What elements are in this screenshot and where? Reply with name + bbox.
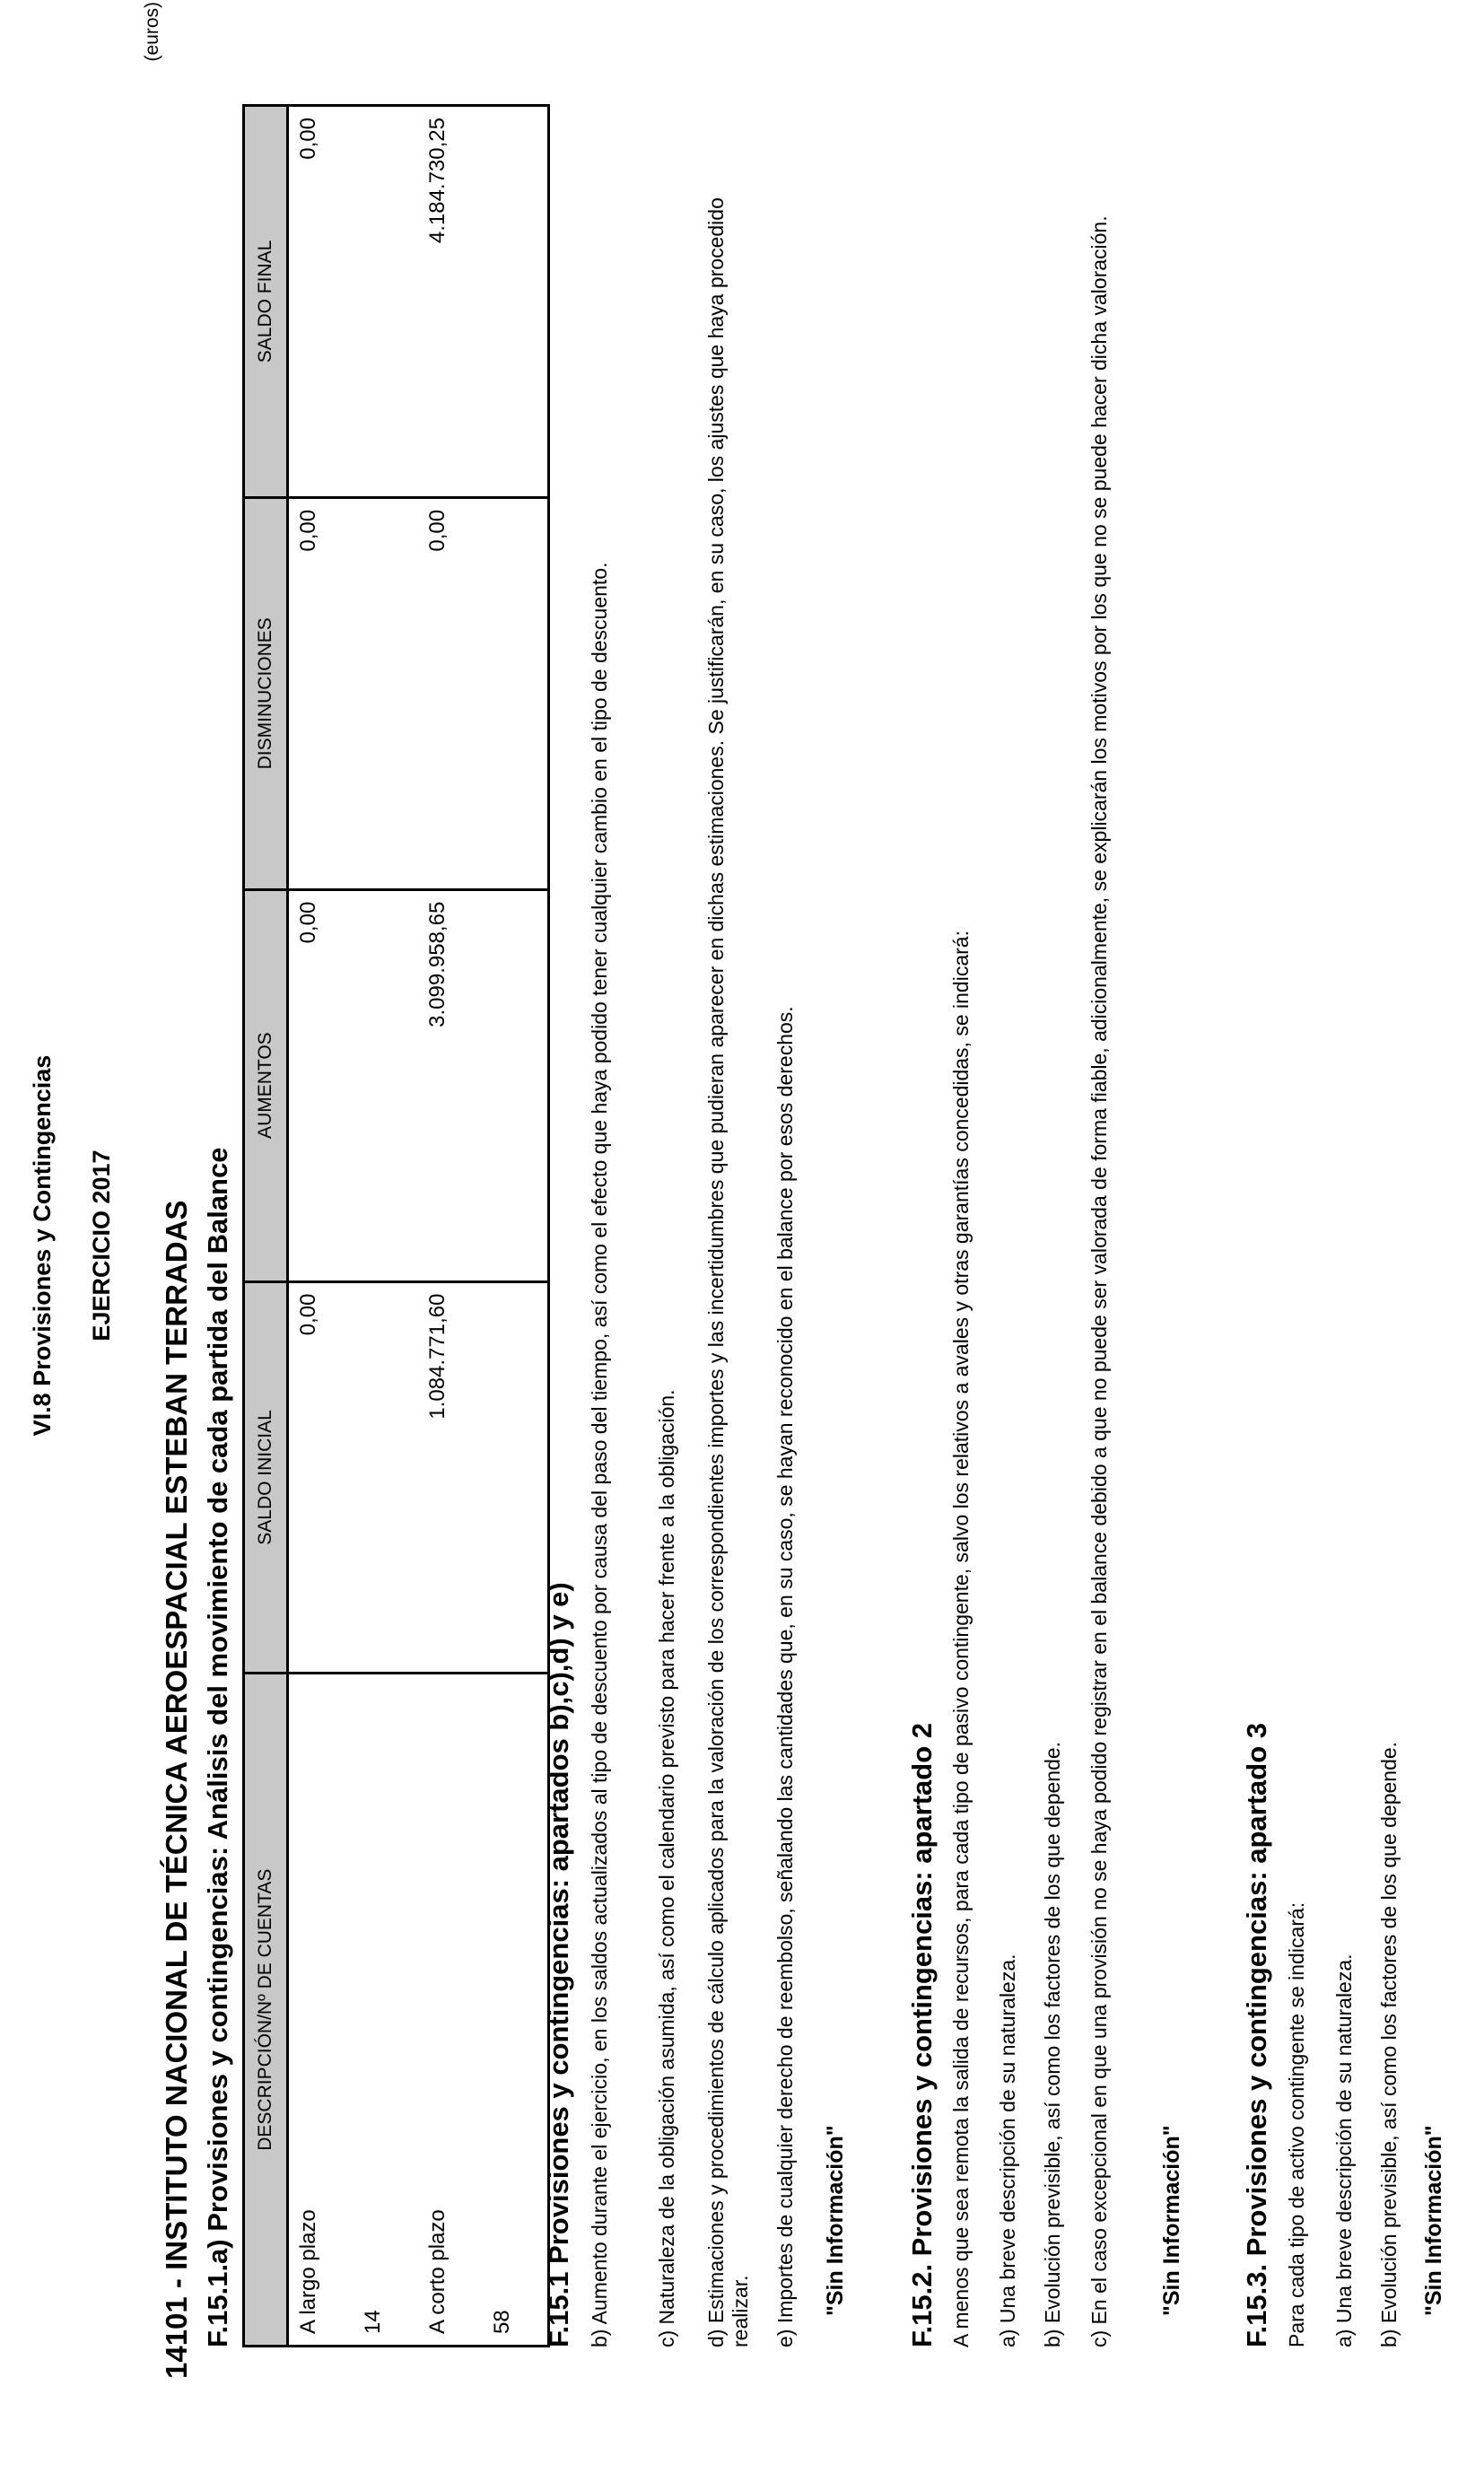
cell-aumentos <box>483 889 549 1281</box>
f152-paragraph-b: b) Evolución previsible, así como los factores de los que depende. <box>1041 1741 1064 2347</box>
fiscal-year-title: EJERCICIO 2017 <box>88 1149 115 1342</box>
f151-paragraph-c: c) Naturaleza de la obligación asumida, así como el calendario previsto para hacer frente a la obligación. <box>655 1389 678 2347</box>
table-section-title: F.15.1.a) Provisiones y contingencias: Análisis del movimiento de cada partida del Balance <box>202 1147 233 2347</box>
row-description: A largo plazo <box>288 1674 354 2347</box>
table-row <box>288 106 354 2347</box>
cell-saldo-inicial <box>354 1281 418 1674</box>
cell-saldo-final <box>354 106 418 498</box>
f153-paragraph-a: a) Una breve descripción de su naturaleza. <box>1332 1953 1356 2347</box>
table-row <box>354 106 418 2347</box>
f151-no-info: "Sin Información" <box>823 2125 848 2316</box>
cell-aumentos <box>354 889 418 1281</box>
f152-no-info: "Sin Información" <box>1159 2125 1184 2316</box>
f153-paragraph-b: b) Evolución previsible, así como los factores de los que depende. <box>1377 1741 1401 2347</box>
institution-title: 14101 - INSTITUTO NACIONAL DE TÉCNICA AEROESPACIAL ESTEBAN TERRADAS <box>160 1200 193 2379</box>
section-f151-title: F.15.1 Provisiones y contingencias: apartados b),c),d) y e) <box>543 1582 574 2347</box>
column-header: SALDO FINAL <box>244 106 288 498</box>
section-f153-title: F.15.3. Provisiones y contingencias: apartado 3 <box>1241 1722 1272 2347</box>
cell-disminuciones: 0,00 <box>288 497 354 889</box>
cell-saldo-inicial: 1.084.771,60 <box>418 1281 483 1674</box>
cell-saldo-final: 0,00 <box>288 106 354 498</box>
cell-disminuciones <box>354 497 418 889</box>
table-header-row <box>244 106 288 2347</box>
row-description: 58 <box>483 1674 549 2347</box>
cell-aumentos: 0,00 <box>288 889 354 1281</box>
column-header: DISMINUCIONES <box>244 497 288 889</box>
cell-aumentos: 3.099.958,65 <box>418 889 483 1281</box>
table-row <box>483 106 549 2347</box>
column-header: AUMENTOS <box>244 889 288 1281</box>
cell-saldo-inicial <box>483 1281 549 1674</box>
f151-paragraph-d: d) Estimaciones y procedimientos de cálculo aplicados para la valoración de los correspondientes importes y las incertidumbres que pudieran aparecer en dichas estimaciones. Se justificarán, en su caso, los ajustes que haya procedido realizar. <box>704 197 752 2347</box>
cell-disminuciones: 0,00 <box>418 497 483 889</box>
column-header: DESCRIPCIÓN/Nº DE CUENTAS <box>244 1674 288 2347</box>
page-title: VI.8 Provisiones y Contingencias <box>29 1054 56 1437</box>
row-description: 14 <box>354 1674 418 2347</box>
f151-paragraph-b: b) Aumento durante el ejercicio, en los saldos actualizados al tipo de descuento por causa del paso del tiempo, así como el efecto que haya podido tener cualquier cambio en el tipo de descuento. <box>588 562 611 2347</box>
f152-paragraph-a: a) Una breve descripción de su naturaleza. <box>996 1953 1019 2347</box>
cell-saldo-final: 4.184.730,25 <box>418 106 483 498</box>
f152-intro: A menos que sea remota la salida de recursos, para cada tipo de pasivo contingente, salvo los relativos a avales y otras garantías concedidas, se indicará: <box>949 931 973 2347</box>
row-description: A corto plazo <box>418 1674 483 2347</box>
section-f152-title: F.15.2. Provisiones y contingencias: apartado 2 <box>906 1722 938 2347</box>
f153-no-info: "Sin Información" <box>1421 2125 1446 2316</box>
table-row <box>418 106 483 2347</box>
currency-unit: (euros) <box>142 2 162 62</box>
movements-table <box>242 104 550 2347</box>
cell-saldo-final <box>483 106 549 498</box>
f152-paragraph-c: c) En el caso excepcional en que una provisión no se haya podido registrar en el balance debido a que no puede ser valorada de forma fiable, adicionalmente, se explicarán los motivos por los que no se puede hacer dicha valoración. <box>1087 215 1111 2347</box>
cell-disminuciones <box>483 497 549 889</box>
cell-saldo-inicial: 0,00 <box>288 1281 354 1674</box>
f151-paragraph-e: e) Importes de cualquier derecho de reembolso, señalando las cantidades que, en su caso, se hayan reconocido en el balance por esos derechos. <box>773 1006 797 2347</box>
f153-intro: Para cada tipo de activo contingente se indicará: <box>1285 1901 1308 2347</box>
column-header: SALDO INICIAL <box>244 1281 288 1674</box>
